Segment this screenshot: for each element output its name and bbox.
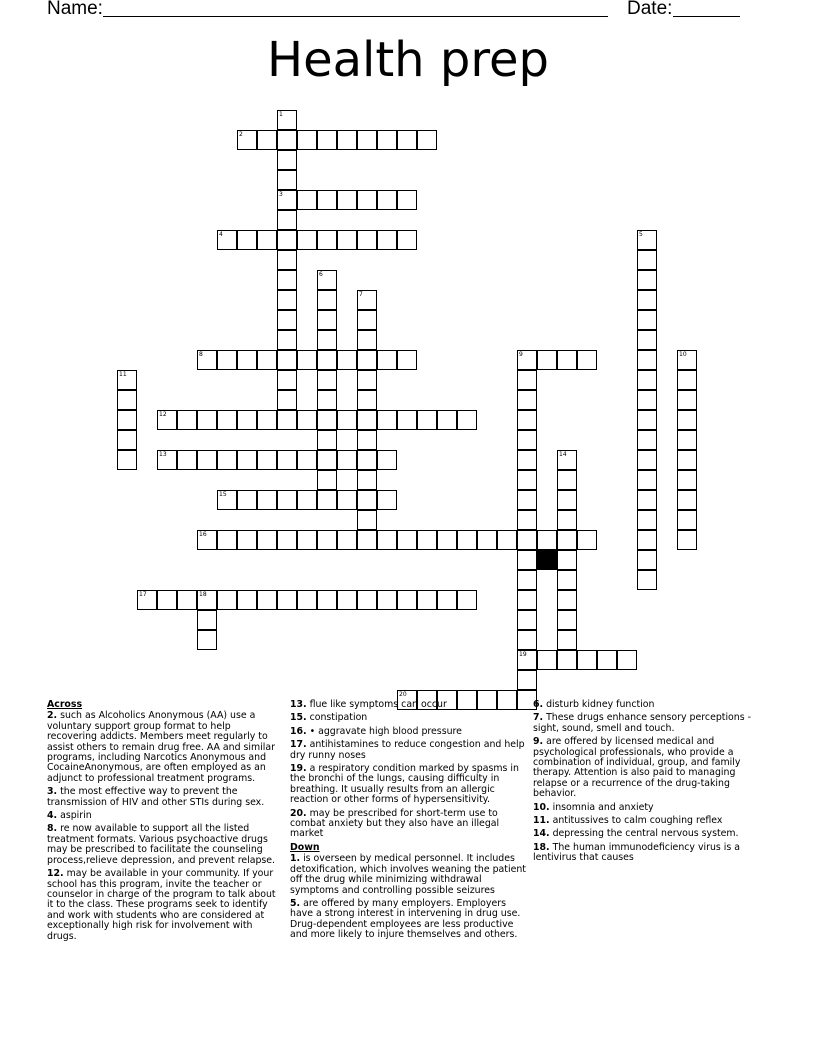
grid-cell[interactable] bbox=[557, 590, 577, 610]
grid-cell[interactable] bbox=[277, 530, 297, 550]
grid-cell[interactable] bbox=[317, 290, 337, 310]
clue-text: antitussives to calm coughing reflex bbox=[549, 815, 723, 827]
clue-item bbox=[533, 713, 755, 734]
grid-cell[interactable] bbox=[517, 370, 537, 390]
grid-cell[interactable] bbox=[277, 370, 297, 390]
grid-cell[interactable] bbox=[417, 530, 437, 550]
grid-cell[interactable] bbox=[317, 310, 337, 330]
grid-cell[interactable] bbox=[637, 450, 657, 470]
clue-text: is overseen by medical personnel. It includes detoxification, which involves weaning the patient off the drug while minimizing withdrawal symptoms and controlling possible seizures bbox=[290, 853, 526, 896]
grid-cell[interactable] bbox=[317, 590, 337, 610]
grid-cell[interactable] bbox=[557, 570, 577, 590]
grid-cell[interactable] bbox=[297, 350, 317, 370]
grid-cell[interactable] bbox=[637, 310, 657, 330]
clue-number-label: 12 bbox=[159, 411, 167, 418]
grid-cell[interactable] bbox=[257, 590, 277, 610]
grid-cell[interactable] bbox=[217, 530, 237, 550]
clue-number: 2. bbox=[47, 710, 58, 722]
clue-number-label: 6 bbox=[319, 271, 323, 278]
grid-cell[interactable] bbox=[237, 130, 257, 150]
grid-cell[interactable] bbox=[377, 190, 397, 210]
grid-cell[interactable] bbox=[357, 410, 377, 430]
clue-item bbox=[290, 727, 526, 737]
grid-cell[interactable] bbox=[317, 530, 337, 550]
grid-cell[interactable] bbox=[257, 410, 277, 430]
grid-cell[interactable] bbox=[277, 170, 297, 190]
clue-text: antihistamines to reduce congestion and help dry runny noses bbox=[290, 739, 525, 761]
grid-cell[interactable] bbox=[277, 330, 297, 350]
grid-cell[interactable] bbox=[357, 430, 377, 450]
clue-number-label: 13 bbox=[159, 451, 167, 458]
grid-cell[interactable] bbox=[517, 650, 537, 670]
grid-cell[interactable] bbox=[437, 590, 457, 610]
grid-cell[interactable] bbox=[297, 530, 317, 550]
grid-cell[interactable] bbox=[237, 350, 257, 370]
grid-cell[interactable] bbox=[677, 510, 697, 530]
clue-number: 1. bbox=[290, 853, 301, 865]
clue-number-label: 11 bbox=[119, 371, 127, 378]
grid-cell[interactable] bbox=[537, 650, 557, 670]
grid-cell[interactable] bbox=[517, 350, 537, 370]
grid-cell[interactable] bbox=[117, 390, 137, 410]
clue-item bbox=[290, 809, 526, 840]
grid-cell[interactable] bbox=[177, 410, 197, 430]
clues-column-2 bbox=[290, 700, 526, 944]
black-cell bbox=[537, 550, 557, 570]
grid-cell[interactable] bbox=[557, 650, 577, 670]
grid-cell[interactable] bbox=[217, 490, 237, 510]
grid-cell[interactable] bbox=[537, 350, 557, 370]
grid-cell[interactable] bbox=[397, 410, 417, 430]
grid-cell[interactable] bbox=[457, 590, 477, 610]
grid-cell[interactable] bbox=[457, 410, 477, 430]
grid-cell[interactable] bbox=[177, 450, 197, 470]
grid-cell[interactable] bbox=[117, 410, 137, 430]
clue-text: are offered by licensed medical and psychological professionals, who provide a combination of individual, group, and family therapy. Attention is also paid to managing relapse or a recurrence of the drug-taking behavior. bbox=[533, 736, 741, 800]
clue-number-label: 16 bbox=[199, 531, 207, 538]
grid-cell[interactable] bbox=[277, 110, 297, 130]
grid-cell[interactable] bbox=[317, 470, 337, 490]
grid-cell[interactable] bbox=[277, 590, 297, 610]
clue-text: depressing the central nervous system. bbox=[549, 828, 739, 840]
grid-cell[interactable] bbox=[397, 350, 417, 370]
grid-cell[interactable] bbox=[297, 590, 317, 610]
grid-cell[interactable] bbox=[277, 350, 297, 370]
grid-cell[interactable] bbox=[477, 530, 497, 550]
grid-cell[interactable] bbox=[317, 430, 337, 450]
grid-cell[interactable] bbox=[157, 450, 177, 470]
clue-item bbox=[533, 843, 755, 864]
clue-text: may be prescribed for short-term use to combat anxiety but they also have an illegal market bbox=[290, 807, 500, 840]
clue-number-label: 7 bbox=[359, 291, 363, 298]
clue-text: • aggravate high blood pressure bbox=[306, 725, 462, 737]
grid-cell[interactable] bbox=[197, 450, 217, 470]
clue-number: 7. bbox=[533, 712, 544, 724]
clue-item bbox=[533, 700, 755, 710]
grid-cell[interactable] bbox=[277, 230, 297, 250]
grid-cell[interactable] bbox=[257, 530, 277, 550]
clue-item bbox=[533, 816, 755, 826]
grid-cell[interactable] bbox=[217, 590, 237, 610]
grid-cell[interactable] bbox=[377, 130, 397, 150]
grid-cell[interactable] bbox=[517, 410, 537, 430]
clue-number-label: 19 bbox=[519, 651, 527, 658]
grid-cell[interactable] bbox=[297, 230, 317, 250]
clue-item bbox=[290, 740, 526, 761]
grid-cell[interactable] bbox=[297, 130, 317, 150]
grid-cell[interactable] bbox=[517, 510, 537, 530]
clue-number-label: 3 bbox=[279, 191, 283, 198]
grid-cell[interactable] bbox=[637, 390, 657, 410]
grid-cell[interactable] bbox=[357, 310, 377, 330]
grid-cell[interactable] bbox=[217, 230, 237, 250]
clue-item bbox=[47, 787, 283, 808]
clue-item bbox=[47, 711, 283, 784]
grid-cell[interactable] bbox=[317, 190, 337, 210]
clue-number-label: 4 bbox=[219, 231, 223, 238]
clue-item bbox=[290, 764, 526, 806]
grid-cell[interactable] bbox=[317, 490, 337, 510]
grid-cell[interactable] bbox=[357, 450, 377, 470]
grid-cell[interactable] bbox=[537, 530, 557, 550]
grid-cell[interactable] bbox=[597, 650, 617, 670]
grid-cell[interactable] bbox=[557, 490, 577, 510]
grid-cell[interactable] bbox=[197, 610, 217, 630]
clue-number-label: 14 bbox=[559, 451, 567, 458]
grid-cell[interactable] bbox=[277, 290, 297, 310]
grid-cell[interactable] bbox=[377, 590, 397, 610]
grid-cell[interactable] bbox=[557, 510, 577, 530]
grid-cell[interactable] bbox=[677, 390, 697, 410]
grid-cell[interactable] bbox=[637, 410, 657, 430]
grid-cell[interactable] bbox=[217, 450, 237, 470]
grid-cell[interactable] bbox=[177, 590, 197, 610]
grid-cell[interactable] bbox=[197, 590, 217, 610]
grid-cell[interactable] bbox=[377, 530, 397, 550]
clue-number-label: 17 bbox=[139, 591, 147, 598]
grid-cell[interactable] bbox=[577, 650, 597, 670]
grid-cell[interactable] bbox=[517, 490, 537, 510]
clues-column-3 bbox=[533, 700, 755, 867]
clue-item bbox=[47, 869, 283, 942]
clue-number: 4. bbox=[47, 810, 58, 822]
grid-cell[interactable] bbox=[157, 410, 177, 430]
grid-cell[interactable] bbox=[677, 450, 697, 470]
clue-item bbox=[290, 713, 526, 723]
grid-cell[interactable] bbox=[557, 470, 577, 490]
grid-cell[interactable] bbox=[637, 530, 657, 550]
grid-cell[interactable] bbox=[437, 410, 457, 430]
grid-cell[interactable] bbox=[417, 410, 437, 430]
clue-number-label: 10 bbox=[679, 351, 687, 358]
grid-cell[interactable] bbox=[217, 410, 237, 430]
grid-cell[interactable] bbox=[377, 490, 397, 510]
grid-cell[interactable] bbox=[637, 470, 657, 490]
clue-number-label: 1 bbox=[279, 111, 283, 118]
grid-cell[interactable] bbox=[357, 530, 377, 550]
grid-cell[interactable] bbox=[397, 590, 417, 610]
grid-cell[interactable] bbox=[277, 490, 297, 510]
grid-cell[interactable] bbox=[517, 550, 537, 570]
grid-cell[interactable] bbox=[257, 450, 277, 470]
clue-number: 9. bbox=[533, 736, 544, 748]
grid-cell[interactable] bbox=[677, 350, 697, 370]
grid-cell[interactable] bbox=[357, 490, 377, 510]
grid-cell[interactable] bbox=[257, 490, 277, 510]
grid-cell[interactable] bbox=[437, 530, 457, 550]
grid-cell[interactable] bbox=[157, 590, 177, 610]
grid-cell[interactable] bbox=[557, 630, 577, 650]
grid-cell[interactable] bbox=[377, 410, 397, 430]
clue-text: such as Alcoholics Anonymous (AA) use a voluntary support group format to help recovering addicts. Members meet regularly to assist others to remain drug free. AA and similar programs, including Narcotics Anonymous and CocaineAnonymous, are often employed as an adjunct to professional treatment programs. bbox=[47, 710, 275, 784]
clue-text: may be available in your community. If your school has this program, invite the teacher or counselor in charge of the program to talk about it to the class. These programs seek to identify and work with students who are considered at exceptionally high risk for involvement with drugs. bbox=[47, 868, 276, 942]
grid-cell[interactable] bbox=[237, 590, 257, 610]
clue-number: 13. bbox=[290, 699, 307, 710]
clue-number-label: 20 bbox=[399, 691, 407, 698]
grid-cell[interactable] bbox=[637, 230, 657, 250]
grid-cell[interactable] bbox=[677, 530, 697, 550]
grid-cell[interactable] bbox=[277, 310, 297, 330]
grid-cell[interactable] bbox=[377, 450, 397, 470]
grid-cell[interactable] bbox=[317, 130, 337, 150]
grid-cell[interactable] bbox=[557, 610, 577, 630]
clue-item bbox=[533, 829, 755, 839]
clue-item bbox=[290, 700, 526, 710]
grid-cell[interactable] bbox=[317, 230, 337, 250]
grid-cell[interactable] bbox=[677, 370, 697, 390]
grid-cell[interactable] bbox=[337, 590, 357, 610]
grid-cell[interactable] bbox=[257, 230, 277, 250]
clue-text: the most effective way to prevent the transmission of HIV and other STIs during sex. bbox=[47, 786, 265, 808]
grid-cell[interactable] bbox=[277, 410, 297, 430]
grid-cell[interactable] bbox=[377, 350, 397, 370]
grid-cell[interactable] bbox=[357, 130, 377, 150]
clue-text: disturb kidney function bbox=[543, 699, 655, 710]
grid-cell[interactable] bbox=[217, 350, 237, 370]
clue-number: 18. bbox=[533, 841, 550, 853]
clue-item bbox=[47, 811, 283, 821]
grid-cell[interactable] bbox=[677, 410, 697, 430]
grid-cell[interactable] bbox=[237, 490, 257, 510]
grid-cell[interactable] bbox=[337, 230, 357, 250]
grid-cell[interactable] bbox=[337, 350, 357, 370]
clue-number-label: 2 bbox=[239, 131, 243, 138]
clue-number-label: 18 bbox=[199, 591, 207, 598]
grid-cell[interactable] bbox=[517, 610, 537, 630]
grid-cell[interactable] bbox=[377, 230, 397, 250]
grid-cell[interactable] bbox=[637, 430, 657, 450]
grid-cell[interactable] bbox=[357, 390, 377, 410]
clue-item bbox=[533, 737, 755, 799]
grid-cell[interactable] bbox=[257, 130, 277, 150]
grid-cell[interactable] bbox=[497, 530, 517, 550]
grid-cell[interactable] bbox=[137, 590, 157, 610]
grid-cell[interactable] bbox=[397, 530, 417, 550]
grid-cell[interactable] bbox=[677, 470, 697, 490]
grid-cell[interactable] bbox=[277, 210, 297, 230]
grid-cell[interactable] bbox=[197, 630, 217, 650]
grid-cell[interactable] bbox=[677, 490, 697, 510]
grid-cell[interactable] bbox=[197, 530, 217, 550]
grid-cell[interactable] bbox=[517, 470, 537, 490]
grid-cell[interactable] bbox=[317, 350, 337, 370]
clue-text: flue like symptoms can occur bbox=[306, 699, 447, 710]
grid-cell[interactable] bbox=[337, 450, 357, 470]
date-label: Date: bbox=[627, 0, 673, 19]
clue-item bbox=[290, 899, 526, 941]
grid-cell[interactable] bbox=[297, 450, 317, 470]
grid-cell[interactable] bbox=[297, 190, 317, 210]
grid-cell[interactable] bbox=[357, 290, 377, 310]
grid-cell[interactable] bbox=[417, 130, 437, 150]
grid-cell[interactable] bbox=[117, 370, 137, 390]
grid-cell[interactable] bbox=[637, 370, 657, 390]
page-title: Health prep bbox=[266, 32, 550, 88]
grid-cell[interactable] bbox=[277, 190, 297, 210]
clue-text: are offered by many employers. Employers have a strong interest in intervening in drug use. Drug-dependent employees are less productive and more likely to injure themselves and others. bbox=[290, 897, 521, 941]
grid-cell[interactable] bbox=[357, 230, 377, 250]
grid-cell[interactable] bbox=[237, 410, 257, 430]
clue-number: 19. bbox=[290, 763, 307, 775]
grid-cell[interactable] bbox=[317, 270, 337, 290]
clue-number-label: 8 bbox=[199, 351, 203, 358]
grid-cell[interactable] bbox=[237, 230, 257, 250]
grid-cell[interactable] bbox=[277, 250, 297, 270]
clue-text: aspirin bbox=[57, 810, 92, 822]
grid-cell[interactable] bbox=[237, 530, 257, 550]
clue-number-label: 15 bbox=[219, 491, 227, 498]
clue-text: a respiratory condition marked by spasms in the bronchi of the lungs, causing difficulty in breathing. It usually results from an allergic reaction or other forms of hypersensitivity. bbox=[290, 763, 519, 806]
clue-text: insomnia and anxiety bbox=[549, 801, 654, 813]
grid-cell[interactable] bbox=[357, 330, 377, 350]
grid-cell[interactable] bbox=[337, 190, 357, 210]
grid-cell[interactable] bbox=[317, 450, 337, 470]
grid-cell[interactable] bbox=[397, 130, 417, 150]
grid-cell[interactable] bbox=[577, 530, 597, 550]
grid-cell[interactable] bbox=[357, 350, 377, 370]
grid-cell[interactable] bbox=[277, 130, 297, 150]
grid-cell[interactable] bbox=[517, 590, 537, 610]
grid-cell[interactable] bbox=[517, 670, 537, 690]
grid-cell[interactable] bbox=[337, 530, 357, 550]
grid-cell[interactable] bbox=[337, 490, 357, 510]
clue-number: 15. bbox=[290, 712, 307, 724]
grid-cell[interactable] bbox=[637, 290, 657, 310]
grid-cell[interactable] bbox=[357, 510, 377, 530]
clues-column-1 bbox=[47, 700, 283, 945]
grid-cell[interactable] bbox=[517, 570, 537, 590]
grid-cell[interactable] bbox=[277, 270, 297, 290]
clue-number: 5. bbox=[290, 897, 301, 909]
grid-cell[interactable] bbox=[517, 390, 537, 410]
clue-number-label: 9 bbox=[519, 351, 523, 358]
grid-cell[interactable] bbox=[357, 370, 377, 390]
grid-cell[interactable] bbox=[637, 510, 657, 530]
clue-number-label: 5 bbox=[639, 231, 643, 238]
clue-text: constipation bbox=[306, 712, 368, 724]
clue-section-title: Down bbox=[290, 841, 320, 853]
clue-number: 10. bbox=[533, 801, 550, 813]
clue-number: 11. bbox=[533, 815, 550, 827]
grid-cell[interactable] bbox=[557, 450, 577, 470]
grid-cell[interactable] bbox=[517, 530, 537, 550]
grid-cell[interactable] bbox=[637, 550, 657, 570]
grid-cell[interactable] bbox=[557, 530, 577, 550]
clue-number: 3. bbox=[47, 786, 58, 798]
grid-cell[interactable] bbox=[557, 550, 577, 570]
clue-item bbox=[290, 854, 526, 896]
grid-cell[interactable] bbox=[277, 390, 297, 410]
grid-cell[interactable] bbox=[677, 430, 697, 450]
grid-cell[interactable] bbox=[637, 570, 657, 590]
grid-cell[interactable] bbox=[337, 130, 357, 150]
grid-cell[interactable] bbox=[357, 190, 377, 210]
clue-number: 20. bbox=[290, 807, 307, 819]
grid-cell[interactable] bbox=[237, 450, 257, 470]
grid-cell[interactable] bbox=[117, 430, 137, 450]
clue-number: 17. bbox=[290, 739, 307, 751]
grid-cell[interactable] bbox=[517, 430, 537, 450]
clue-text: These drugs enhance sensory perceptions - sight, sound, smell and touch. bbox=[533, 712, 751, 734]
clue-item bbox=[47, 824, 283, 866]
grid-cell[interactable] bbox=[617, 650, 637, 670]
grid-cell[interactable] bbox=[637, 350, 657, 370]
grid-cell[interactable] bbox=[517, 450, 537, 470]
grid-cell[interactable] bbox=[637, 330, 657, 350]
grid-cell[interactable] bbox=[317, 410, 337, 430]
grid-cell[interactable] bbox=[397, 190, 417, 210]
grid-cell[interactable] bbox=[297, 490, 317, 510]
grid-cell[interactable] bbox=[297, 410, 317, 430]
grid-cell[interactable] bbox=[417, 590, 437, 610]
grid-cell[interactable] bbox=[357, 470, 377, 490]
clue-item bbox=[533, 803, 755, 813]
grid-cell[interactable] bbox=[277, 150, 297, 170]
grid-cell[interactable] bbox=[197, 410, 217, 430]
clue-text: The human immunodeficiency virus is a lentivirus that causes bbox=[533, 841, 740, 864]
grid-cell[interactable] bbox=[397, 230, 417, 250]
clue-number: 12. bbox=[47, 868, 64, 880]
grid-cell[interactable] bbox=[117, 450, 137, 470]
grid-cell[interactable] bbox=[317, 390, 337, 410]
grid-cell[interactable] bbox=[637, 490, 657, 510]
grid-cell[interactable] bbox=[317, 330, 337, 350]
grid-cell[interactable] bbox=[637, 250, 657, 270]
clue-number: 14. bbox=[533, 828, 550, 840]
clue-text: re now available to support all the listed treatment formats. Various psychoactive drugs may be prescribed to facilitate the counseling process,relieve depression, and prevent relapse. bbox=[47, 823, 276, 866]
grid-cell[interactable] bbox=[357, 590, 377, 610]
clue-section-title: Across bbox=[47, 699, 83, 710]
grid-cell[interactable] bbox=[277, 450, 297, 470]
grid-cell[interactable] bbox=[557, 350, 577, 370]
grid-cell[interactable] bbox=[517, 630, 537, 650]
name-label: Name: bbox=[47, 0, 103, 19]
grid-cell[interactable] bbox=[637, 270, 657, 290]
grid-cell[interactable] bbox=[457, 530, 477, 550]
clue-number: 8. bbox=[47, 823, 58, 835]
clue-number: 6. bbox=[533, 699, 544, 710]
grid-cell[interactable] bbox=[317, 370, 337, 390]
grid-cell[interactable] bbox=[577, 350, 597, 370]
grid-cell[interactable] bbox=[257, 350, 277, 370]
clue-number: 16. bbox=[290, 725, 307, 737]
grid-cell[interactable] bbox=[197, 350, 217, 370]
grid-cell[interactable] bbox=[337, 410, 357, 430]
